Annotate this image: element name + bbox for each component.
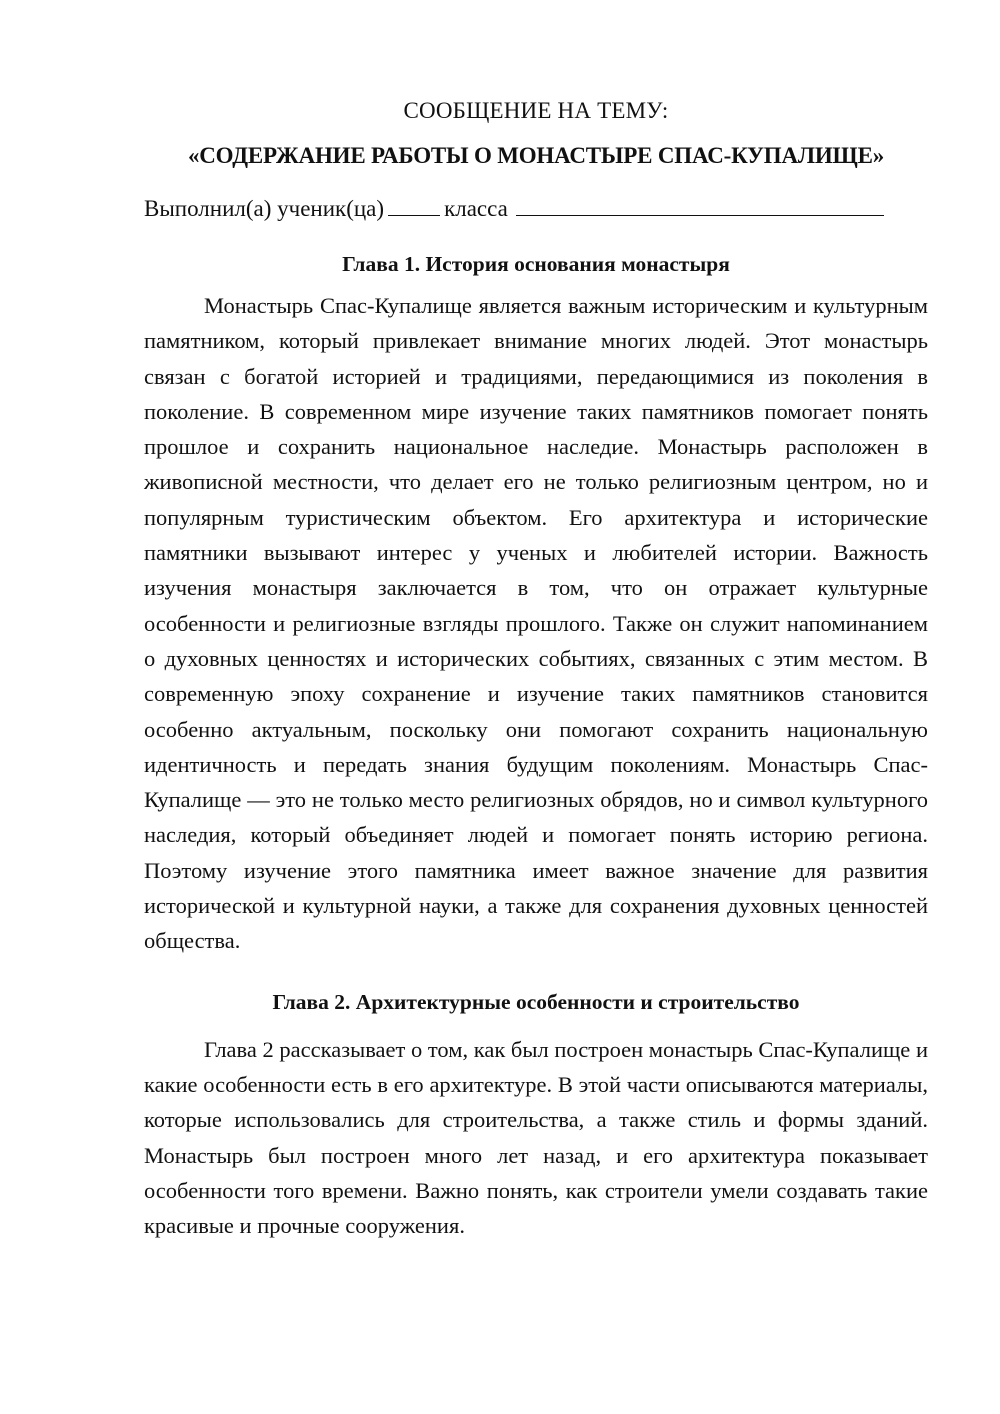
chapter-1-heading: Глава 1. История основания монастыря	[342, 252, 730, 276]
class-label: класса	[444, 196, 508, 221]
class-number-blank	[388, 193, 440, 216]
chapter-1-paragraph: Монастырь Спас-Купалище является важным историческим и культурным памятником, который привлекает внимание многих людей. Этот монастырь связан с богатой историей и традициями, передающимися из поколения в поколение. В современном мире изучение таких памятников помогает понять прошлое и сохранить национальное наследие. Монастырь расположен в живописной местности, что делает его не только религиозным центром, но и популярным туристическим объектом. Его архитектура и исторические памятники вызывают интерес у ученых и любителей истории. Важность изучения монастыря заключается в том, что он отражает культурные особенности и религиозные взгляды прошлого. Также он служит напоминанием о духовных ценностях и исторических событиях, связанных с этим местом. В современную эпоху сохранение и изучение таких памятников становится особенно актуальным, поскольку они помогают сохранить национальную идентичность и передать знания будущим поколениям. Монастырь Спас-Купалище — это не только место религиозных обрядов, но и символ культурного наследия, который объединяет людей и помогает понять историю региона. Поэтому изучение этого памятника имеет важное значение для развития исторической и культурной науки, а также для сохранения духовных ценностей общества.	[144, 293, 928, 954]
author-line	[144, 193, 928, 225]
class-letter-blank	[516, 193, 884, 216]
document-title-line-2: «СОДЕРЖАНИЕ РАБОТЫ О МОНАСТЫРЕ СПАС-КУПАЛИЩЕ»	[187, 143, 885, 168]
document-title-line-1: СООБЩЕНИЕ НА ТЕМУ:	[403, 98, 669, 123]
author-prefix: Выполнил(а) ученик(ца)	[144, 196, 385, 221]
chapter-2-heading: Глава 2. Архитектурные особенности и строительство	[272, 989, 800, 1014]
document-page	[144, 0, 928, 1243]
chapter-2-paragraph: Глава 2 рассказывает о том, как был построен монастырь Спас-Купалище и какие особенности есть в его архитектуре. В этой части описываются материалы, которые использовались для строительства, а также стиль и формы зданий. Монастырь был построен много лет назад, и его архитектура показывает особенности того времени. Важно понять, как строители умели создавать такие красивые и прочные сооружения.	[144, 1036, 928, 1239]
